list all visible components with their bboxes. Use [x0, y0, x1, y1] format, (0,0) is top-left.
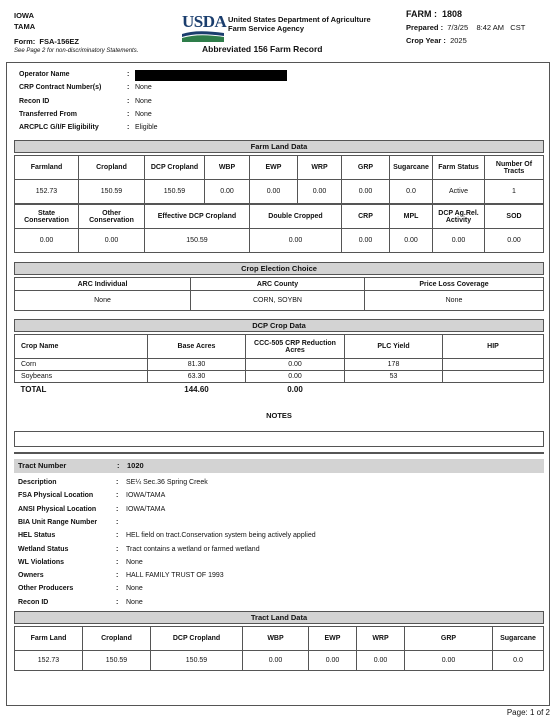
column-header: CCC-505 CRP Reduction Acres [246, 335, 345, 359]
table-cell: 150.59 [83, 651, 151, 671]
field-label: ANSI Physical Location [18, 505, 97, 513]
tract-info [18, 476, 538, 612]
field-label: Description [18, 479, 57, 486]
table-cell [443, 371, 544, 383]
table-cell: 144.60 [184, 385, 209, 395]
column-header: Effective DCP Cropland [145, 205, 250, 229]
column-header: Sugarcane [390, 156, 433, 180]
field-value: None [135, 110, 152, 118]
field-label: Owners [18, 572, 44, 580]
table-cell: 53 [345, 371, 443, 383]
field-label: CRP Contract Number(s) [19, 84, 102, 92]
field-value: None [135, 84, 152, 92]
column-header: GRP [342, 156, 390, 180]
column-header: WRP [298, 156, 342, 180]
dcp-crop-table [14, 334, 544, 397]
separator: : [116, 545, 119, 553]
section-title: Farm Land Data [14, 140, 544, 153]
table-cell: 0.00 [250, 229, 342, 253]
field-label: ARCPLC G/I/F Eligibility [19, 124, 99, 132]
table-cell: 152.73 [15, 180, 79, 204]
column-header: EWP [250, 156, 298, 180]
table-cell: 0.00 [342, 180, 390, 204]
table-cell: Soybeans [15, 371, 148, 383]
column-header: Other Conservation [79, 205, 145, 229]
table-cell: 0.00 [287, 385, 303, 395]
separator: : [116, 572, 119, 580]
column-header: MPL [390, 205, 433, 229]
farm-land-data [14, 140, 544, 253]
table-cell: 150.59 [145, 229, 250, 253]
field-value: HALL FAMILY TRUST OF 1993 [126, 572, 224, 580]
table-cell: 63.30 [148, 371, 246, 383]
separator: : [127, 97, 130, 105]
field-label: WL Violations [18, 558, 65, 566]
record-title: Abbreviated 156 Farm Record [202, 44, 323, 54]
separator: : [116, 479, 119, 486]
column-header: Number Of Tracts [485, 156, 544, 180]
table-cell: 0.00 [342, 229, 390, 253]
column-header: CRP [342, 205, 390, 229]
county: TAMA [14, 22, 36, 31]
separator: : [116, 492, 119, 500]
notes-section [14, 410, 544, 447]
farm-land-table-2 [14, 204, 544, 253]
column-header: State Conservation [15, 205, 79, 229]
table-cell: 0.00 [405, 651, 493, 671]
separator: : [116, 598, 119, 606]
section-title: Tract Land Data [14, 611, 544, 624]
column-header: Farm Status [433, 156, 485, 180]
table-cell [443, 359, 544, 371]
separator: : [127, 84, 130, 92]
column-header: Cropland [83, 627, 151, 651]
field-label: Other Producers [18, 585, 74, 593]
table-cell: 0.00 [79, 229, 145, 253]
section-title: DCP Crop Data [14, 319, 544, 332]
table-cell: 178 [345, 359, 443, 371]
table-row [15, 371, 544, 383]
column-header: Base Acres [148, 335, 246, 359]
column-header: Crop Name [15, 335, 148, 359]
column-header: DCP Cropland [151, 627, 243, 651]
farm-info: FARM : 1808 Prepared : 7/3/25 8:42 AM CST Crop Year : 2025 [406, 9, 526, 45]
column-header: WRP [357, 627, 405, 651]
dcp-crop-data [14, 319, 544, 397]
column-header: Sugarcane [493, 627, 544, 651]
table-cell: 150.59 [145, 180, 205, 204]
column-header: DCP Ag.Rel. Activity [433, 205, 485, 229]
field-value: Eligible [135, 124, 158, 132]
page-number: Page: 1 of 2 [506, 708, 550, 717]
state: IOWA [14, 11, 34, 20]
section-title: Crop Election Choice [14, 262, 544, 275]
column-header: ARC Individual [15, 278, 191, 291]
field-label: Wetland Status [18, 545, 69, 553]
separator: : [116, 518, 119, 526]
table-cell [345, 383, 443, 397]
field-label: FSA Physical Location [18, 492, 94, 500]
table-cell: 0.00 [485, 229, 544, 253]
column-header: DCP Cropland [145, 156, 205, 180]
field-value: IOWA/TAMA [126, 505, 166, 513]
table-cell: 0.00 [250, 180, 298, 204]
column-header: Farmland [15, 156, 79, 180]
table-cell: 0.00 [298, 180, 342, 204]
field-label: Operator Name [19, 71, 70, 78]
separator: : [127, 71, 130, 78]
column-header: EWP [309, 627, 357, 651]
divider [14, 452, 544, 454]
table-cell: Corn [15, 359, 148, 371]
table-cell: 0.00 [390, 229, 433, 253]
table-cell: None [15, 291, 191, 311]
column-header: GRP [405, 627, 493, 651]
table-cell: 152.73 [15, 651, 83, 671]
section-title: NOTES [14, 410, 544, 423]
table-cell: 0.00 [433, 229, 485, 253]
table-cell: 0.00 [243, 651, 309, 671]
table-cell: 150.59 [151, 651, 243, 671]
table-cell: 0.00 [309, 651, 357, 671]
table-cell: Active [433, 180, 485, 204]
header-left [14, 10, 138, 56]
column-header: WBP [243, 627, 309, 651]
tract-number: 1020 [127, 461, 144, 470]
field-value: IOWA/TAMA [126, 492, 166, 500]
operator-name-redacted [135, 69, 287, 82]
field-label: Recon ID [19, 97, 50, 105]
separator: : [127, 110, 130, 118]
table-cell: 150.59 [79, 180, 145, 204]
field-value: SE¼ Sec.36 Spring Creek [126, 479, 208, 486]
table-cell [443, 383, 544, 397]
separator: : [116, 532, 119, 540]
field-value: None [135, 97, 152, 105]
column-header: Double Cropped [250, 205, 342, 229]
table-cell: 0.00 [246, 359, 345, 371]
table-cell: 0.0 [390, 180, 433, 204]
field-label: HEL Status [18, 532, 56, 540]
table-cell: 0.0 [493, 651, 544, 671]
agency-name: United States Department of Agriculture Farm Service Agency [228, 15, 371, 33]
tract-land-table [14, 626, 544, 671]
table-cell: 0.00 [205, 180, 250, 204]
separator: : [116, 558, 119, 566]
non-discrimination-note: See Page 2 for non-discriminatory Statements. [14, 48, 139, 54]
crop-election-table [14, 277, 544, 311]
column-header: Cropland [79, 156, 145, 180]
field-value: None [126, 558, 143, 566]
table-cell: 0.00 [15, 229, 79, 253]
field-value: None [126, 585, 143, 593]
field-label: Recon ID [18, 598, 49, 606]
field-label: Transferred From [19, 110, 77, 118]
column-header: PLC Yield [345, 335, 443, 359]
notes-box [14, 431, 544, 447]
farm-land-table-1 [14, 155, 544, 204]
column-header: HIP [443, 335, 544, 359]
column-header: ARC County [191, 278, 365, 291]
separator: : [127, 124, 130, 132]
usda-logo: USDA [182, 14, 224, 42]
table-cell: TOTAL [20, 385, 47, 395]
table-cell: 0.00 [357, 651, 405, 671]
farm-number: 1808 [442, 9, 463, 19]
tract-land-data [14, 611, 544, 671]
column-header: SOD [485, 205, 544, 229]
field-label: BIA Unit Range Number [18, 518, 98, 526]
operator-info [19, 68, 539, 138]
form-id: Form: FSA-156EZ [14, 37, 80, 46]
tract-number-bar: Tract Number : 1020 [14, 459, 544, 473]
total-row [15, 383, 544, 397]
field-value: Tract contains a wetland or farmed wetland [126, 545, 260, 553]
field-value: HEL field on tract.Conservation system being actively applied [126, 532, 316, 540]
separator: : [116, 505, 119, 513]
column-header: WBP [205, 156, 250, 180]
column-header: Price Loss Coverage [365, 278, 544, 291]
crop-election-choice [14, 262, 544, 311]
table-cell: 0.00 [246, 371, 345, 383]
table-row [15, 359, 544, 371]
separator: : [116, 585, 119, 593]
table-cell: CORN, SOYBN [191, 291, 365, 311]
column-header: Farm Land [15, 627, 83, 651]
field-value: None [126, 598, 143, 606]
table-cell: None [365, 291, 544, 311]
table-cell: 81.30 [148, 359, 246, 371]
table-cell: 1 [485, 180, 544, 204]
